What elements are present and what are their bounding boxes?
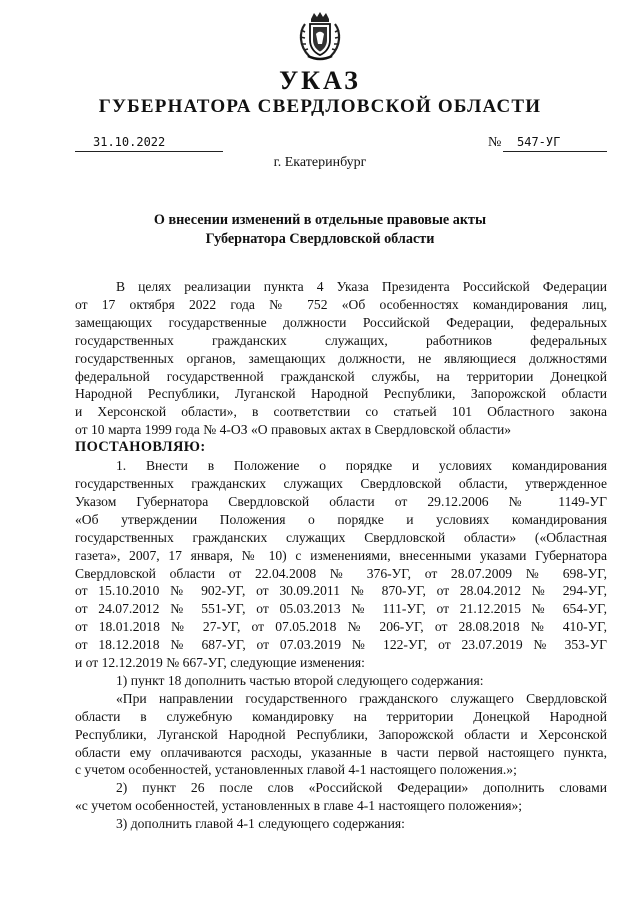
text-line: «с учетом особенностей, установленных в главе 4-1 настоящего положения»; bbox=[75, 798, 523, 814]
document-number: 547-УГ bbox=[503, 134, 607, 152]
document-type-title: УКАЗ bbox=[279, 66, 361, 95]
text-line: Республики, Луганской Народной Республики, Запорожской области и Херсонской bbox=[75, 726, 607, 742]
document-number-label: № bbox=[488, 135, 502, 150]
text-line: Свердловской области от 22.04.2008 № 376-УГ, от 28.07.2009 № 698-УГ, bbox=[75, 565, 607, 581]
heading-line-2: Губернатора Свердловской области bbox=[205, 231, 435, 247]
text-line: федеральной государственной гражданской службы, на территории Донецкой bbox=[75, 368, 607, 384]
document-heading bbox=[100, 211, 540, 249]
text-line: области в служебную командировку на территории Донецкой Народной bbox=[75, 708, 607, 724]
text-line: и от 12.12.2019 № 667-УГ, следующие изменения: bbox=[75, 655, 365, 671]
coat-of-arms-emblem bbox=[295, 10, 345, 62]
text-line: области ему оплачиваются расходы, указанные в части первой настоящего пункта, bbox=[75, 744, 607, 760]
text-line: от 15.10.2010 № 902-УГ, от 30.09.2011 № 870-УГ, от 28.04.2012 № 294-УГ, bbox=[75, 583, 607, 599]
text-line: от 18.12.2018 № 687-УГ, от 07.03.2019 № 122-УГ, от 23.07.2019 № 353-УГ bbox=[75, 637, 607, 653]
text-line: 1. Внести в Положение о порядке и условиях командирования bbox=[116, 458, 607, 474]
text-line: с учетом особенностей, установленных главой 4-1 настоящего положения.»; bbox=[75, 762, 517, 778]
text-line: «Об утверждении Положения о порядке и условиях командирования bbox=[75, 511, 607, 527]
text-line: замещающих государственные должности Российской Федерации, федеральных bbox=[75, 314, 607, 330]
document-date: 31.10.2022 bbox=[75, 134, 223, 152]
text-line: государственных органов, замещающих должности, не являющиеся должностями bbox=[75, 350, 607, 366]
city-name: г. Екатеринбург bbox=[273, 155, 367, 170]
document-body bbox=[75, 278, 607, 833]
text-line: от 18.01.2018 № 27-УГ, от 07.05.2018 № 206-УГ, от 28.08.2018 № 410-УГ, bbox=[75, 619, 607, 635]
heading-line-1: О внесении изменений в отдельные правовые акты bbox=[153, 212, 487, 228]
text-line: от 10 марта 1999 года № 4-ОЗ «О правовых актах в Свердловской области» bbox=[75, 422, 512, 438]
text-line: газета», 2007, 17 января, № 10) с изменениями, внесенными указами Губернатора bbox=[75, 547, 607, 563]
text-line: государственных гражданских служащих Свердловской области» («Областная bbox=[75, 529, 607, 545]
text-line: 2) пункт 26 после слов «Российской Федерации» дополнить словами bbox=[116, 780, 607, 796]
issuer-title: ГУБЕРНАТОРА СВЕРДЛОВСКОЙ ОБЛАСТИ bbox=[98, 96, 542, 117]
text-line: В целях реализации пункта 4 Указа Президента Российской Федерации bbox=[116, 279, 607, 294]
text-line: от 24.07.2012 № 551-УГ, от 05.03.2013 № 111-УГ, от 21.12.2015 № 654-УГ, bbox=[75, 601, 607, 617]
text-line: Указом Губернатора Свердловской области от 29.12.2006 № 1149-УГ bbox=[75, 493, 607, 509]
text-line: 3) дополнить главой 4-1 следующего содержания: bbox=[116, 816, 405, 832]
text-line: 1) пункт 18 дополнить частью второй следующего содержания: bbox=[116, 672, 484, 688]
text-line: «При направлении государственного гражданского служащего Свердловской bbox=[116, 690, 607, 706]
decree-keyword: ПОСТАНОВЛЯЮ: bbox=[75, 439, 206, 456]
text-line: государственных гражданских служащих Свердловской области, утвержденное bbox=[75, 475, 607, 491]
text-line: Народной Республики, Луганской Народной Республики, Запорожской области bbox=[75, 386, 607, 402]
text-line: от 17 октября 2022 года № 752 «Об особенностях командирования лиц, bbox=[75, 296, 607, 312]
text-line: государственных гражданских служащих, работников федеральных bbox=[75, 332, 607, 348]
text-line: и Херсонской области», в соответствии со статьей 101 Областного закона bbox=[75, 404, 607, 420]
